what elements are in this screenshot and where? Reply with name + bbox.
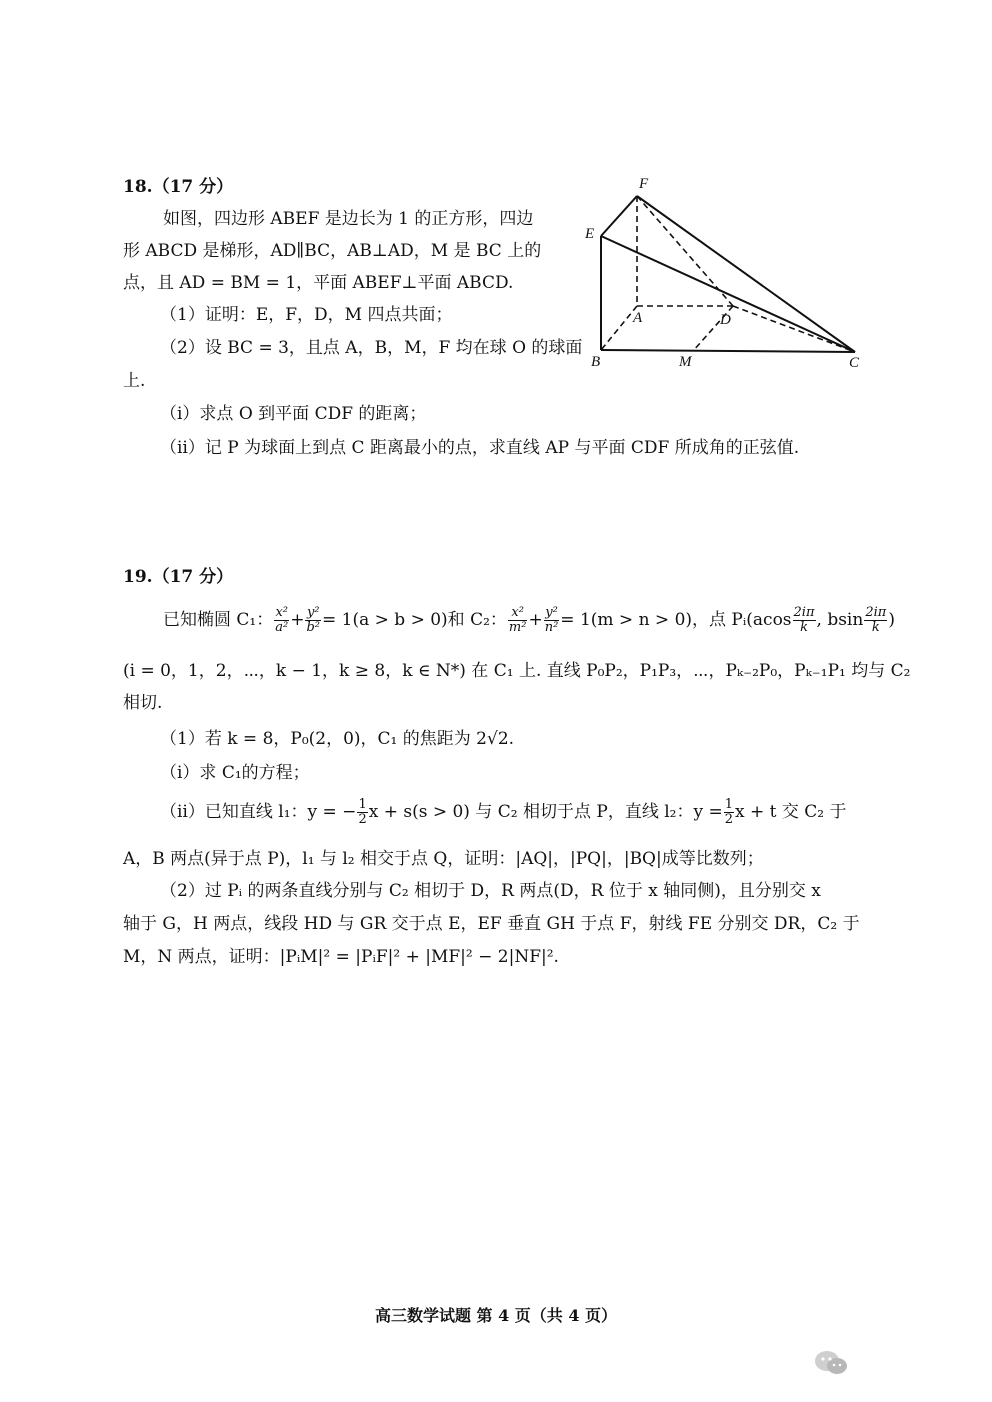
- edge-BC: [601, 350, 855, 352]
- label-D: D: [720, 312, 731, 328]
- q19-part1: （1）若 k = 8，P₀(2，0)，C₁ 的焦距为 2√2.: [160, 729, 515, 749]
- q18-part2-line-1: （2）设 BC = 3，且点 A，B，M，F 均在球 O 的球面: [160, 338, 583, 358]
- q18-stem-line-2: 形 ABCD 是梯形，AD∥BC，AB⊥AD，M 是 BC 上的: [123, 241, 542, 261]
- q18-part2-line-2: 上.: [123, 371, 146, 391]
- label-F: F: [639, 176, 649, 192]
- q19-part1-ii-text-2: x + s(s > 0) 与 C₂ 相切于点 P，直线 l₂：y =: [368, 802, 723, 822]
- fraction-x2-a2: $\frac{\text{x²}}{\text{a²}}$: [275, 605, 289, 635]
- label-A: A: [633, 310, 643, 326]
- q19-part2-line-2: 轴于 G，H 两点，线段 HD 与 GR 交于点 E，EF 垂直 GH 于点 F，射线 FE 分别交 DR，C₂ 于: [123, 914, 860, 934]
- edge-AB: [601, 306, 637, 350]
- label-B: B: [591, 354, 601, 370]
- q18-part2-ii: （ⅱ）记 P 为球面上到点 C 距离最小的点，求直线 AP 与平面 CDF 所成角的正弦值.: [160, 438, 800, 458]
- q19-heading: 19.（17 分）: [123, 567, 234, 587]
- q19-stem-line-1: 已知椭圆 C₁： $\frac{\text{x²}}{\text{a²}}$ + $\frac{\text{y²}}{\text{b²}}$ = 1(a > b > 0)和 C₂： $\frac{\text{x²}}{\text{m²}}$ + $\frac{\text{y²}}{\text{n²}}$ = 1(m > n > 0)，点 Pᵢ(acos $\frac{2i\pi}{k}$ , bsin $\frac{2i\pi}{k}$ ): [163, 605, 895, 635]
- q19-part1-ii-text-3: x + t 交 C₂ 于: [735, 802, 847, 822]
- q19-stem-line-2: (i = 0，1，2，⋯，k − 1，k ≥ 8，k ∈ N*) 在 C₁ 上. 直线 P₀P₂，P₁P₃，⋯，Pₖ₋₂P₀，Pₖ₋₁P₁ 均与 C₂: [123, 661, 911, 681]
- edge-DC: [733, 306, 855, 352]
- fraction-one-half-2: $\frac{1}{2}$: [724, 797, 734, 827]
- fraction-y2-b2: $\frac{\text{y²}}{\text{b²}}$: [306, 605, 320, 635]
- edge-FE: [601, 196, 637, 236]
- q19-part1-ii-line-2: A，B 两点(异于点 P)，l₁ 与 l₂ 相交于点 Q，证明：|AQ|，|PQ|，|BQ|成等比数列；: [123, 849, 764, 869]
- fraction-x2-m2: $\frac{\text{x²}}{\text{m²}}$: [508, 605, 527, 635]
- q18-heading: 18.（17 分）: [123, 177, 234, 197]
- wechat-watermark-icon: [812, 1348, 852, 1378]
- fraction-2ipi-k-1: $\frac{2i\pi}{k}$: [793, 605, 815, 635]
- q19-part1-i: （ⅰ）求 C₁的方程；: [160, 763, 310, 783]
- edge-FD: [637, 196, 733, 306]
- fraction-y2-n2: $\frac{\text{y²}}{\text{n²}}$: [544, 605, 559, 635]
- page-footer: 高三数学试题 第 4 页（共 4 页）: [374, 1306, 618, 1325]
- q19-stem-text-1: 已知椭圆 C₁：: [163, 610, 274, 630]
- fraction-2ipi-k-2: $\frac{2i\pi}{k}$: [865, 605, 887, 635]
- q19-stem-text-3: = 1(m > n > 0)，点 Pᵢ(acos: [560, 610, 792, 630]
- label-M: M: [679, 354, 692, 370]
- edge-FC: [637, 196, 855, 352]
- q19-stem-line-3: 相切.: [123, 693, 163, 713]
- q19-part1-ii-line-1: [160, 798, 847, 827]
- q19-part2-line-3: M，N 两点，证明：|PᵢM|² = |PᵢF|² + |MF|² − 2|NF|².: [123, 947, 559, 967]
- q18-stem-line-3: 点，且 AD = BM = 1，平面 ABEF⊥平面 ABCD.: [123, 273, 514, 293]
- q18-geometry-figure: [583, 172, 873, 372]
- label-C: C: [849, 355, 860, 371]
- q19-stem-text-4: , bsin: [816, 610, 864, 630]
- q19-part1-ii-text-1: （ⅱ）已知直线 l₁：y = −: [160, 802, 357, 822]
- label-E: E: [585, 226, 595, 242]
- q19-part2-line-1: （2）过 Pᵢ 的两条直线分别与 C₂ 相切于 D，R 两点(D，R 位于 x 轴同侧)，且分别交 x: [160, 881, 821, 901]
- q18-part2-i: （ⅰ）求点 O 到平面 CDF 的距离；: [160, 404, 427, 424]
- edge-EC: [601, 236, 855, 352]
- q18-stem-line-1: 如图，四边形 ABEF 是边长为 1 的正方形，四边: [163, 209, 534, 229]
- q18-part1: （1）证明：E，F，D，M 四点共面；: [160, 305, 453, 325]
- fraction-one-half-1: $\frac{1}{2}$: [358, 797, 367, 827]
- q19-stem-text-2: = 1(a > b > 0)和 C₂：: [322, 610, 507, 630]
- q19-stem-text-5: ): [888, 610, 895, 630]
